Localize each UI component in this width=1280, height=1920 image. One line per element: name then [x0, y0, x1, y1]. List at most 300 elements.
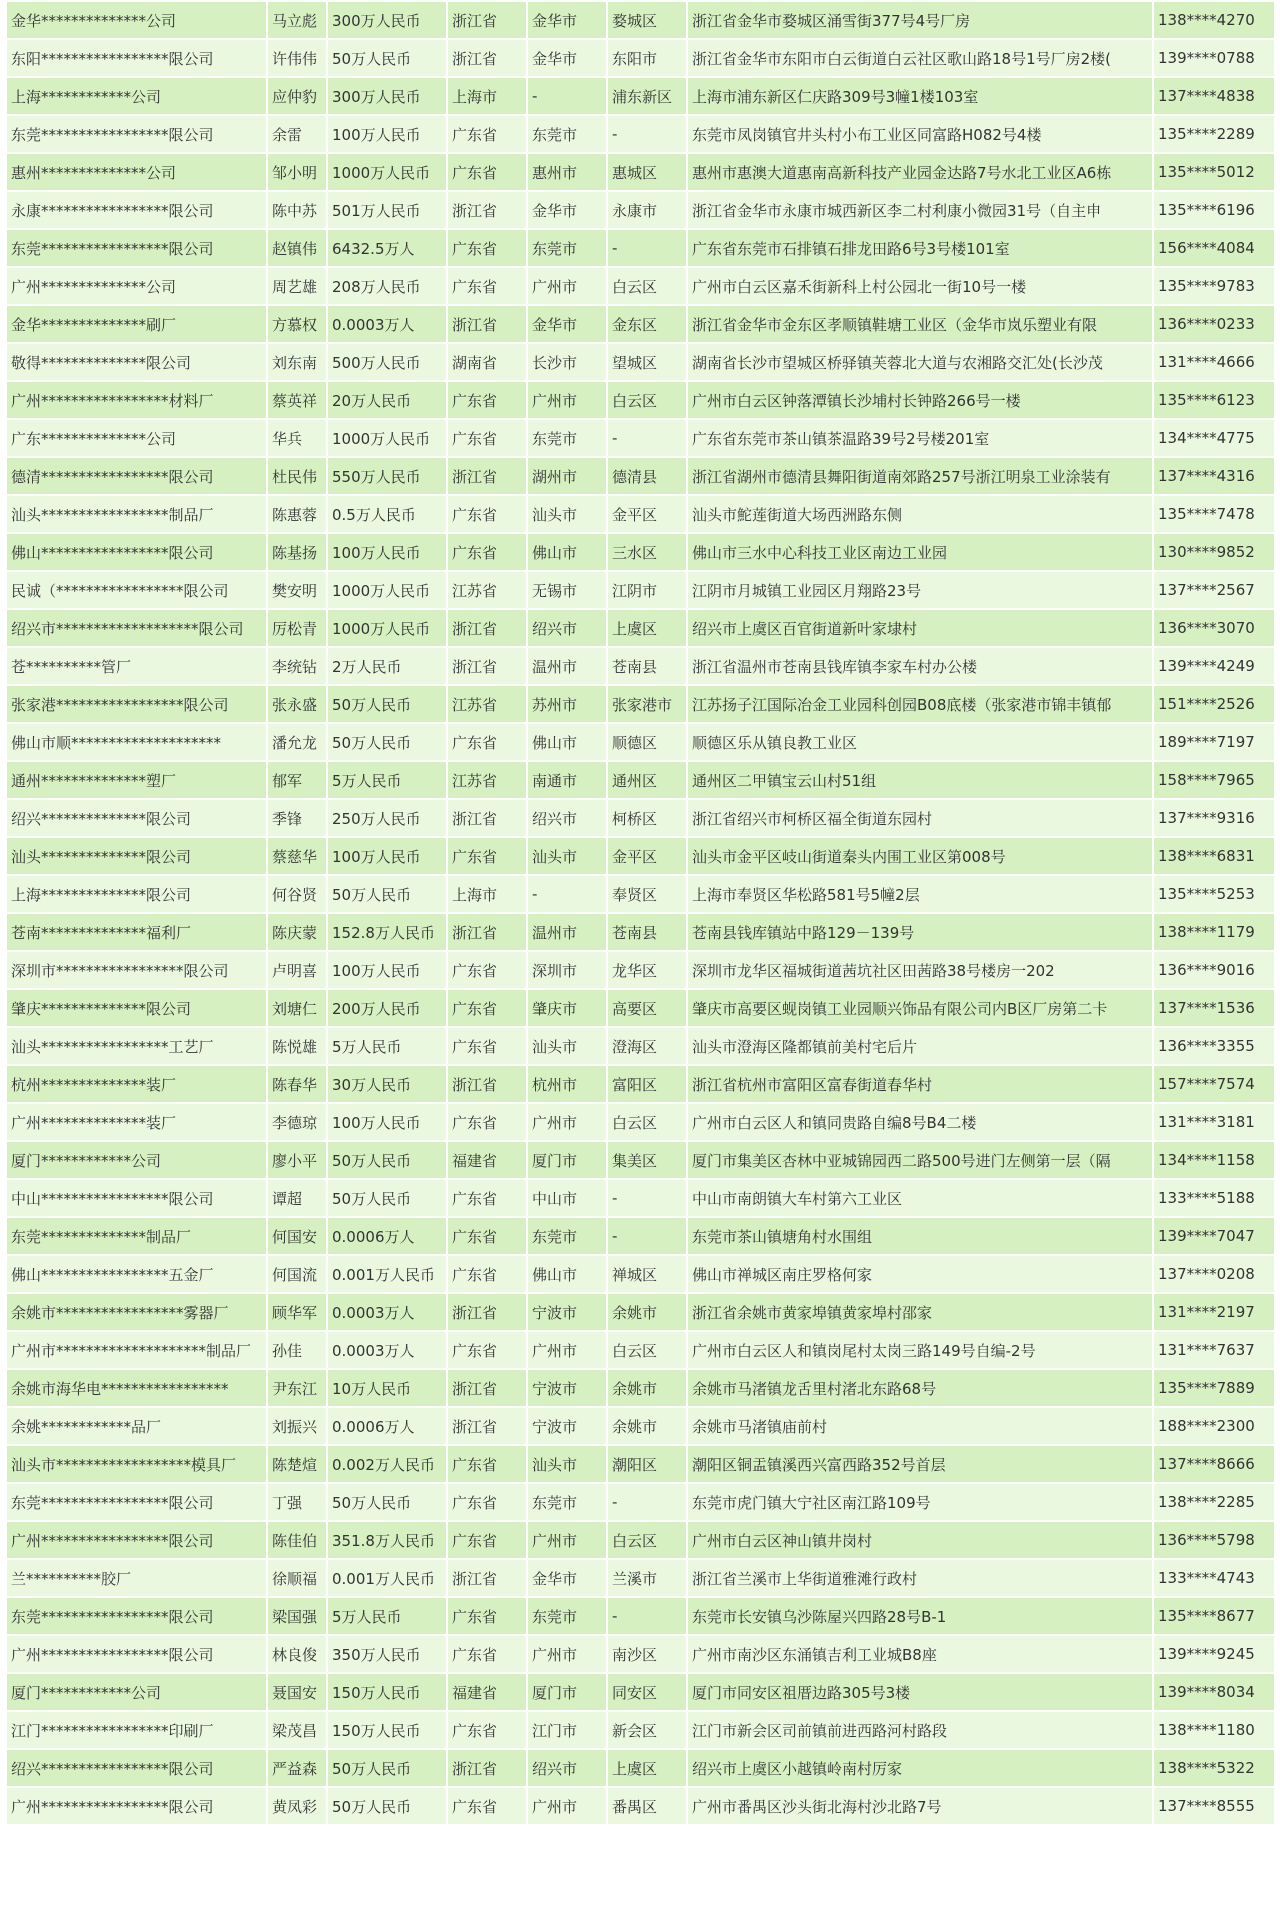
legal-person-cell: 谭超	[268, 1180, 326, 1216]
province-cell: 广东省	[448, 1484, 526, 1520]
legal-person-cell: 何谷贤	[268, 876, 326, 912]
legal-person-cell: 张永盛	[268, 686, 326, 722]
address-cell: 广州市白云区嘉禾街新科上村公园北一街10号一楼	[688, 268, 1152, 304]
address-cell: 广东省东莞市石排镇石排龙田路6号3号楼101室	[688, 230, 1152, 266]
city-cell: 广州市	[528, 1788, 606, 1824]
registered-capital-cell: 150万人民币	[328, 1712, 446, 1748]
district-cell: -	[608, 116, 686, 152]
legal-person-cell: 廖小平	[268, 1142, 326, 1178]
address-cell: 绍兴市上虞区小越镇岭南村厉家	[688, 1750, 1152, 1786]
legal-person-cell: 何国安	[268, 1218, 326, 1254]
city-cell: 金华市	[528, 192, 606, 228]
city-cell: 广州市	[528, 268, 606, 304]
city-cell: 湖州市	[528, 458, 606, 494]
province-cell: 江苏省	[448, 572, 526, 608]
table-row	[7, 876, 1274, 912]
address-cell: 上海市浦东新区仁庆路309号3幢1楼103室	[688, 78, 1152, 114]
phone-cell: 135****6196	[1154, 192, 1274, 228]
address-cell: 湖南省长沙市望城区桥驿镇芙蓉北大道与农湘路交汇处(长沙茂	[688, 344, 1152, 380]
district-cell: 新会区	[608, 1712, 686, 1748]
company-name-cell: 杭州**************装厂	[7, 1066, 266, 1102]
address-cell: 苍南县钱库镇站中路129－139号	[688, 914, 1152, 950]
registered-capital-cell: 351.8万人民币	[328, 1522, 446, 1558]
province-cell: 福建省	[448, 1674, 526, 1710]
table-row	[7, 572, 1274, 608]
legal-person-cell: 陈春华	[268, 1066, 326, 1102]
address-cell: 惠州市惠澳大道惠南高新科技产业园金达路7号水北工业区A6栋	[688, 154, 1152, 190]
city-cell: 温州市	[528, 648, 606, 684]
table-row	[7, 78, 1274, 114]
address-cell: 汕头市澄海区隆都镇前美村宅后片	[688, 1028, 1152, 1064]
province-cell: 浙江省	[448, 1560, 526, 1596]
table-row	[7, 1484, 1274, 1520]
registered-capital-cell: 300万人民币	[328, 78, 446, 114]
registered-capital-cell: 350万人民币	[328, 1636, 446, 1672]
company-name-cell: 绍兴市*******************限公司	[7, 610, 266, 646]
address-cell: 汕头市金平区岐山街道秦头内围工业区第008号	[688, 838, 1152, 874]
table-row	[7, 1560, 1274, 1596]
legal-person-cell: 严益森	[268, 1750, 326, 1786]
province-cell: 浙江省	[448, 2, 526, 38]
province-cell: 浙江省	[448, 1370, 526, 1406]
province-cell: 广东省	[448, 1104, 526, 1140]
city-cell: 佛山市	[528, 534, 606, 570]
address-cell: 浙江省兰溪市上华街道雅滩行政村	[688, 1560, 1152, 1596]
district-cell: -	[608, 1598, 686, 1634]
province-cell: 广东省	[448, 1712, 526, 1748]
phone-cell: 158****7965	[1154, 762, 1274, 798]
address-cell: 江门市新会区司前镇前进西路河村路段	[688, 1712, 1152, 1748]
company-name-cell: 广州*****************限公司	[7, 1788, 266, 1824]
district-cell: 顺德区	[608, 724, 686, 760]
province-cell: 广东省	[448, 838, 526, 874]
company-name-cell: 广州*****************限公司	[7, 1522, 266, 1558]
province-cell: 浙江省	[448, 914, 526, 950]
company-name-cell: 惠州**************公司	[7, 154, 266, 190]
legal-person-cell: 何国流	[268, 1256, 326, 1292]
district-cell: 兰溪市	[608, 1560, 686, 1596]
address-cell: 广东省东莞市茶山镇茶温路39号2号楼201室	[688, 420, 1152, 456]
legal-person-cell: 陈中苏	[268, 192, 326, 228]
address-cell: 东莞市凤岗镇官井头村小布工业区同富路H082号4楼	[688, 116, 1152, 152]
company-name-cell: 东莞*****************限公司	[7, 116, 266, 152]
company-name-cell: 厦门************公司	[7, 1674, 266, 1710]
district-cell: 白云区	[608, 1332, 686, 1368]
city-cell: 无锡市	[528, 572, 606, 608]
province-cell: 广东省	[448, 1522, 526, 1558]
phone-cell: 134****1158	[1154, 1142, 1274, 1178]
registered-capital-cell: 100万人民币	[328, 1104, 446, 1140]
registered-capital-cell: 1000万人民币	[328, 420, 446, 456]
registered-capital-cell: 500万人民币	[328, 344, 446, 380]
district-cell: 东阳市	[608, 40, 686, 76]
city-cell: 南通市	[528, 762, 606, 798]
table-row	[7, 648, 1274, 684]
registered-capital-cell: 5万人民币	[328, 1598, 446, 1634]
company-name-cell: 肇庆**************限公司	[7, 990, 266, 1026]
city-cell: 广州市	[528, 1636, 606, 1672]
table-row	[7, 1446, 1274, 1482]
company-name-cell: 东莞**************制品厂	[7, 1218, 266, 1254]
phone-cell: 135****5253	[1154, 876, 1274, 912]
table-row	[7, 458, 1274, 494]
legal-person-cell: 尹东江	[268, 1370, 326, 1406]
table-row	[7, 952, 1274, 988]
district-cell: 江阴市	[608, 572, 686, 608]
province-cell: 广东省	[448, 1256, 526, 1292]
city-cell: 绍兴市	[528, 1750, 606, 1786]
province-cell: 浙江省	[448, 1408, 526, 1444]
registered-capital-cell: 50万人民币	[328, 1788, 446, 1824]
company-name-cell: 广州**************公司	[7, 268, 266, 304]
table-row	[7, 1712, 1274, 1748]
company-name-cell: 金华**************公司	[7, 2, 266, 38]
city-cell: 绍兴市	[528, 800, 606, 836]
district-cell: 惠城区	[608, 154, 686, 190]
registered-capital-cell: 50万人民币	[328, 40, 446, 76]
district-cell: 余姚市	[608, 1408, 686, 1444]
legal-person-cell: 徐顺福	[268, 1560, 326, 1596]
province-cell: 江苏省	[448, 686, 526, 722]
province-cell: 浙江省	[448, 610, 526, 646]
table-row	[7, 116, 1274, 152]
registered-capital-cell: 150万人民币	[328, 1674, 446, 1710]
company-name-cell: 广州市********************制品厂	[7, 1332, 266, 1368]
phone-cell: 135****7478	[1154, 496, 1274, 532]
company-name-cell: 苍**********管厂	[7, 648, 266, 684]
province-cell: 浙江省	[448, 648, 526, 684]
province-cell: 广东省	[448, 1636, 526, 1672]
phone-cell: 137****1536	[1154, 990, 1274, 1026]
address-cell: 浙江省金华市金东区孝顺镇鞋塘工业区（金华市岚乐塑业有限	[688, 306, 1152, 342]
address-cell: 浙江省湖州市德清县舞阳街道南郊路257号浙江明泉工业涂装有	[688, 458, 1152, 494]
registered-capital-cell: 50万人民币	[328, 876, 446, 912]
phone-cell: 151****2526	[1154, 686, 1274, 722]
address-cell: 江苏扬子江国际冶金工业园科创园B08底楼（张家港市锦丰镇郁	[688, 686, 1152, 722]
phone-cell: 137****9316	[1154, 800, 1274, 836]
phone-cell: 139****4249	[1154, 648, 1274, 684]
legal-person-cell: 潘允龙	[268, 724, 326, 760]
table-row	[7, 1104, 1274, 1140]
district-cell: 金平区	[608, 496, 686, 532]
legal-person-cell: 梁茂昌	[268, 1712, 326, 1748]
address-cell: 绍兴市上虞区百官街道新叶家埭村	[688, 610, 1152, 646]
district-cell: 余姚市	[608, 1294, 686, 1330]
legal-person-cell: 马立彪	[268, 2, 326, 38]
table-row	[7, 1788, 1274, 1824]
address-cell: 余姚市马渚镇庙前村	[688, 1408, 1152, 1444]
company-name-cell: 广州*****************材料厂	[7, 382, 266, 418]
legal-person-cell: 梁国强	[268, 1598, 326, 1634]
district-cell: 禅城区	[608, 1256, 686, 1292]
district-cell: 上虞区	[608, 610, 686, 646]
registered-capital-cell: 100万人民币	[328, 534, 446, 570]
phone-cell: 137****8666	[1154, 1446, 1274, 1482]
address-cell: 广州市白云区人和镇岗尾村太岗三路149号自编-2号	[688, 1332, 1152, 1368]
city-cell: 广州市	[528, 382, 606, 418]
phone-cell: 137****2567	[1154, 572, 1274, 608]
table-row	[7, 268, 1274, 304]
district-cell: -	[608, 1180, 686, 1216]
registered-capital-cell: 208万人民币	[328, 268, 446, 304]
table-row	[7, 1636, 1274, 1672]
city-cell: 金华市	[528, 40, 606, 76]
company-name-cell: 张家港*****************限公司	[7, 686, 266, 722]
province-cell: 广东省	[448, 1788, 526, 1824]
registered-capital-cell: 0.0003万人	[328, 1294, 446, 1330]
district-cell: 白云区	[608, 1522, 686, 1558]
city-cell: 杭州市	[528, 1066, 606, 1102]
address-cell: 东莞市虎门镇大宁社区南江路109号	[688, 1484, 1152, 1520]
district-cell: 南沙区	[608, 1636, 686, 1672]
company-table-sheet	[5, 0, 1275, 1826]
city-cell: 东莞市	[528, 1598, 606, 1634]
district-cell: 金东区	[608, 306, 686, 342]
phone-cell: 133****4743	[1154, 1560, 1274, 1596]
registered-capital-cell: 100万人民币	[328, 116, 446, 152]
legal-person-cell: 陈悦雄	[268, 1028, 326, 1064]
province-cell: 江苏省	[448, 762, 526, 798]
company-name-cell: 永康*****************限公司	[7, 192, 266, 228]
company-name-cell: 中山*****************限公司	[7, 1180, 266, 1216]
address-cell: 浙江省温州市苍南县钱库镇李家车村办公楼	[688, 648, 1152, 684]
city-cell: 金华市	[528, 306, 606, 342]
city-cell: 中山市	[528, 1180, 606, 1216]
address-cell: 广州市南沙区东涌镇吉利工业城B8座	[688, 1636, 1152, 1672]
phone-cell: 139****7047	[1154, 1218, 1274, 1254]
legal-person-cell: 许伟伟	[268, 40, 326, 76]
city-cell: 佛山市	[528, 724, 606, 760]
company-name-cell: 江门*****************印刷厂	[7, 1712, 266, 1748]
city-cell: 金华市	[528, 2, 606, 38]
district-cell: 龙华区	[608, 952, 686, 988]
province-cell: 广东省	[448, 534, 526, 570]
province-cell: 广东省	[448, 724, 526, 760]
province-cell: 浙江省	[448, 40, 526, 76]
city-cell: 佛山市	[528, 1256, 606, 1292]
company-name-cell: 苍南**************福利厂	[7, 914, 266, 950]
district-cell: 金平区	[608, 838, 686, 874]
phone-cell: 135****6123	[1154, 382, 1274, 418]
district-cell: 白云区	[608, 268, 686, 304]
table-row	[7, 990, 1274, 1026]
table-row	[7, 762, 1274, 798]
legal-person-cell: 卢明喜	[268, 952, 326, 988]
address-cell: 厦门市集美区杏林中亚城锦园西二路500号进门左侧第一层（隔	[688, 1142, 1152, 1178]
table-row	[7, 420, 1274, 456]
address-cell: 广州市白云区人和镇同贵路自编8号B4二楼	[688, 1104, 1152, 1140]
table-row	[7, 1294, 1274, 1330]
city-cell: 宁波市	[528, 1370, 606, 1406]
legal-person-cell: 应仲豹	[268, 78, 326, 114]
phone-cell: 135****7889	[1154, 1370, 1274, 1406]
legal-person-cell: 蔡慈华	[268, 838, 326, 874]
registered-capital-cell: 100万人民币	[328, 952, 446, 988]
company-name-cell: 东莞*****************限公司	[7, 230, 266, 266]
province-cell: 广东省	[448, 1180, 526, 1216]
legal-person-cell: 厉松青	[268, 610, 326, 646]
phone-cell: 134****4775	[1154, 420, 1274, 456]
registered-capital-cell: 0.0006万人	[328, 1408, 446, 1444]
registered-capital-cell: 6432.5万人	[328, 230, 446, 266]
address-cell: 浙江省金华市永康市城西新区李二村利康小微园31号（自主申	[688, 192, 1152, 228]
province-cell: 浙江省	[448, 458, 526, 494]
city-cell: -	[528, 876, 606, 912]
table-row	[7, 1028, 1274, 1064]
company-name-cell: 余姚市*****************雾器厂	[7, 1294, 266, 1330]
company-name-cell: 民诚（*****************限公司	[7, 572, 266, 608]
district-cell: 通州区	[608, 762, 686, 798]
table-row	[7, 306, 1274, 342]
city-cell: 宁波市	[528, 1408, 606, 1444]
phone-cell: 136****3070	[1154, 610, 1274, 646]
phone-cell: 137****0208	[1154, 1256, 1274, 1292]
legal-person-cell: 华兵	[268, 420, 326, 456]
address-cell: 广州市番禺区沙头街北海村沙北路7号	[688, 1788, 1152, 1824]
province-cell: 浙江省	[448, 1750, 526, 1786]
city-cell: 广州市	[528, 1104, 606, 1140]
registered-capital-cell: 550万人民币	[328, 458, 446, 494]
district-cell: 余姚市	[608, 1370, 686, 1406]
company-name-cell: 汕头*****************制品厂	[7, 496, 266, 532]
province-cell: 广东省	[448, 1446, 526, 1482]
phone-cell: 131****4666	[1154, 344, 1274, 380]
legal-person-cell: 顾华军	[268, 1294, 326, 1330]
company-name-cell: 上海**************限公司	[7, 876, 266, 912]
city-cell: 汕头市	[528, 1446, 606, 1482]
district-cell: 德清县	[608, 458, 686, 494]
city-cell: -	[528, 78, 606, 114]
legal-person-cell: 陈惠蓉	[268, 496, 326, 532]
address-cell: 广州市白云区钟落潭镇长沙埔村长钟路266号一楼	[688, 382, 1152, 418]
city-cell: 汕头市	[528, 496, 606, 532]
legal-person-cell: 孙佳	[268, 1332, 326, 1368]
table-row	[7, 382, 1274, 418]
legal-person-cell: 杜民伟	[268, 458, 326, 494]
address-cell: 中山市南朗镇大车村第六工业区	[688, 1180, 1152, 1216]
legal-person-cell: 季锋	[268, 800, 326, 836]
city-cell: 深圳市	[528, 952, 606, 988]
phone-cell: 131****2197	[1154, 1294, 1274, 1330]
address-cell: 东莞市茶山镇塘角村水围组	[688, 1218, 1152, 1254]
registered-capital-cell: 0.0003万人	[328, 306, 446, 342]
registered-capital-cell: 50万人民币	[328, 1142, 446, 1178]
district-cell: -	[608, 230, 686, 266]
district-cell: 潮阳区	[608, 1446, 686, 1482]
city-cell: 温州市	[528, 914, 606, 950]
legal-person-cell: 丁强	[268, 1484, 326, 1520]
district-cell: 白云区	[608, 1104, 686, 1140]
address-cell: 余姚市马渚镇龙舌里村渚北东路68号	[688, 1370, 1152, 1406]
table-row	[7, 40, 1274, 76]
legal-person-cell: 聂国安	[268, 1674, 326, 1710]
district-cell: 张家港市	[608, 686, 686, 722]
province-cell: 浙江省	[448, 1066, 526, 1102]
company-name-cell: 兰**********胶厂	[7, 1560, 266, 1596]
registered-capital-cell: 1000万人民币	[328, 154, 446, 190]
table-row	[7, 1598, 1274, 1634]
city-cell: 宁波市	[528, 1294, 606, 1330]
phone-cell: 138****4270	[1154, 2, 1274, 38]
table-row	[7, 1674, 1274, 1710]
district-cell: 苍南县	[608, 648, 686, 684]
legal-person-cell: 余雷	[268, 116, 326, 152]
district-cell: -	[608, 1218, 686, 1254]
city-cell: 苏州市	[528, 686, 606, 722]
district-cell: 上虞区	[608, 1750, 686, 1786]
registered-capital-cell: 0.001万人民币	[328, 1256, 446, 1292]
table-row	[7, 496, 1274, 532]
registered-capital-cell: 50万人民币	[328, 686, 446, 722]
province-cell: 福建省	[448, 1142, 526, 1178]
province-cell: 浙江省	[448, 1294, 526, 1330]
phone-cell: 189****7197	[1154, 724, 1274, 760]
province-cell: 广东省	[448, 420, 526, 456]
registered-capital-cell: 5万人民币	[328, 1028, 446, 1064]
province-cell: 广东省	[448, 382, 526, 418]
city-cell: 长沙市	[528, 344, 606, 380]
address-cell: 潮阳区铜盂镇溪西兴富西路352号首层	[688, 1446, 1152, 1482]
phone-cell: 136****3355	[1154, 1028, 1274, 1064]
city-cell: 厦门市	[528, 1142, 606, 1178]
district-cell: 苍南县	[608, 914, 686, 950]
city-cell: 东莞市	[528, 230, 606, 266]
address-cell: 顺德区乐从镇良教工业区	[688, 724, 1152, 760]
city-cell: 东莞市	[528, 116, 606, 152]
company-name-cell: 东阳*****************限公司	[7, 40, 266, 76]
phone-cell: 137****8555	[1154, 1788, 1274, 1824]
registered-capital-cell: 0.001万人民币	[328, 1560, 446, 1596]
city-cell: 惠州市	[528, 154, 606, 190]
city-cell: 东莞市	[528, 1484, 606, 1520]
company-name-cell: 金华**************刷厂	[7, 306, 266, 342]
registered-capital-cell: 1000万人民币	[328, 572, 446, 608]
table-row	[7, 724, 1274, 760]
address-cell: 佛山市三水中心科技工业区南边工业园	[688, 534, 1152, 570]
address-cell: 浙江省杭州市富阳区富春街道春华村	[688, 1066, 1152, 1102]
registered-capital-cell: 50万人民币	[328, 724, 446, 760]
province-cell: 广东省	[448, 1218, 526, 1254]
district-cell: 三水区	[608, 534, 686, 570]
company-name-cell: 余姚************品厂	[7, 1408, 266, 1444]
company-name-cell: 余姚市海华电*****************	[7, 1370, 266, 1406]
phone-cell: 135****9783	[1154, 268, 1274, 304]
address-cell: 汕头市鮀莲街道大场西洲路东侧	[688, 496, 1152, 532]
company-name-cell: 敬得**************限公司	[7, 344, 266, 380]
district-cell: 柯桥区	[608, 800, 686, 836]
province-cell: 广东省	[448, 116, 526, 152]
table-row	[7, 344, 1274, 380]
phone-cell: 138****2285	[1154, 1484, 1274, 1520]
table-row	[7, 1370, 1274, 1406]
district-cell: 高要区	[608, 990, 686, 1026]
company-name-cell: 佛山*****************限公司	[7, 534, 266, 570]
legal-person-cell: 陈庆蒙	[268, 914, 326, 950]
province-cell: 广东省	[448, 952, 526, 988]
table-row	[7, 800, 1274, 836]
table-row	[7, 192, 1274, 228]
district-cell: -	[608, 1484, 686, 1520]
registered-capital-cell: 1000万人民币	[328, 610, 446, 646]
phone-cell: 135****5012	[1154, 154, 1274, 190]
company-name-cell: 广东**************公司	[7, 420, 266, 456]
registered-capital-cell: 50万人民币	[328, 1750, 446, 1786]
district-cell: 同安区	[608, 1674, 686, 1710]
legal-person-cell: 刘东南	[268, 344, 326, 380]
registered-capital-cell: 200万人民币	[328, 990, 446, 1026]
company-name-cell: 广州*****************限公司	[7, 1636, 266, 1672]
company-name-cell: 深圳市*****************限公司	[7, 952, 266, 988]
